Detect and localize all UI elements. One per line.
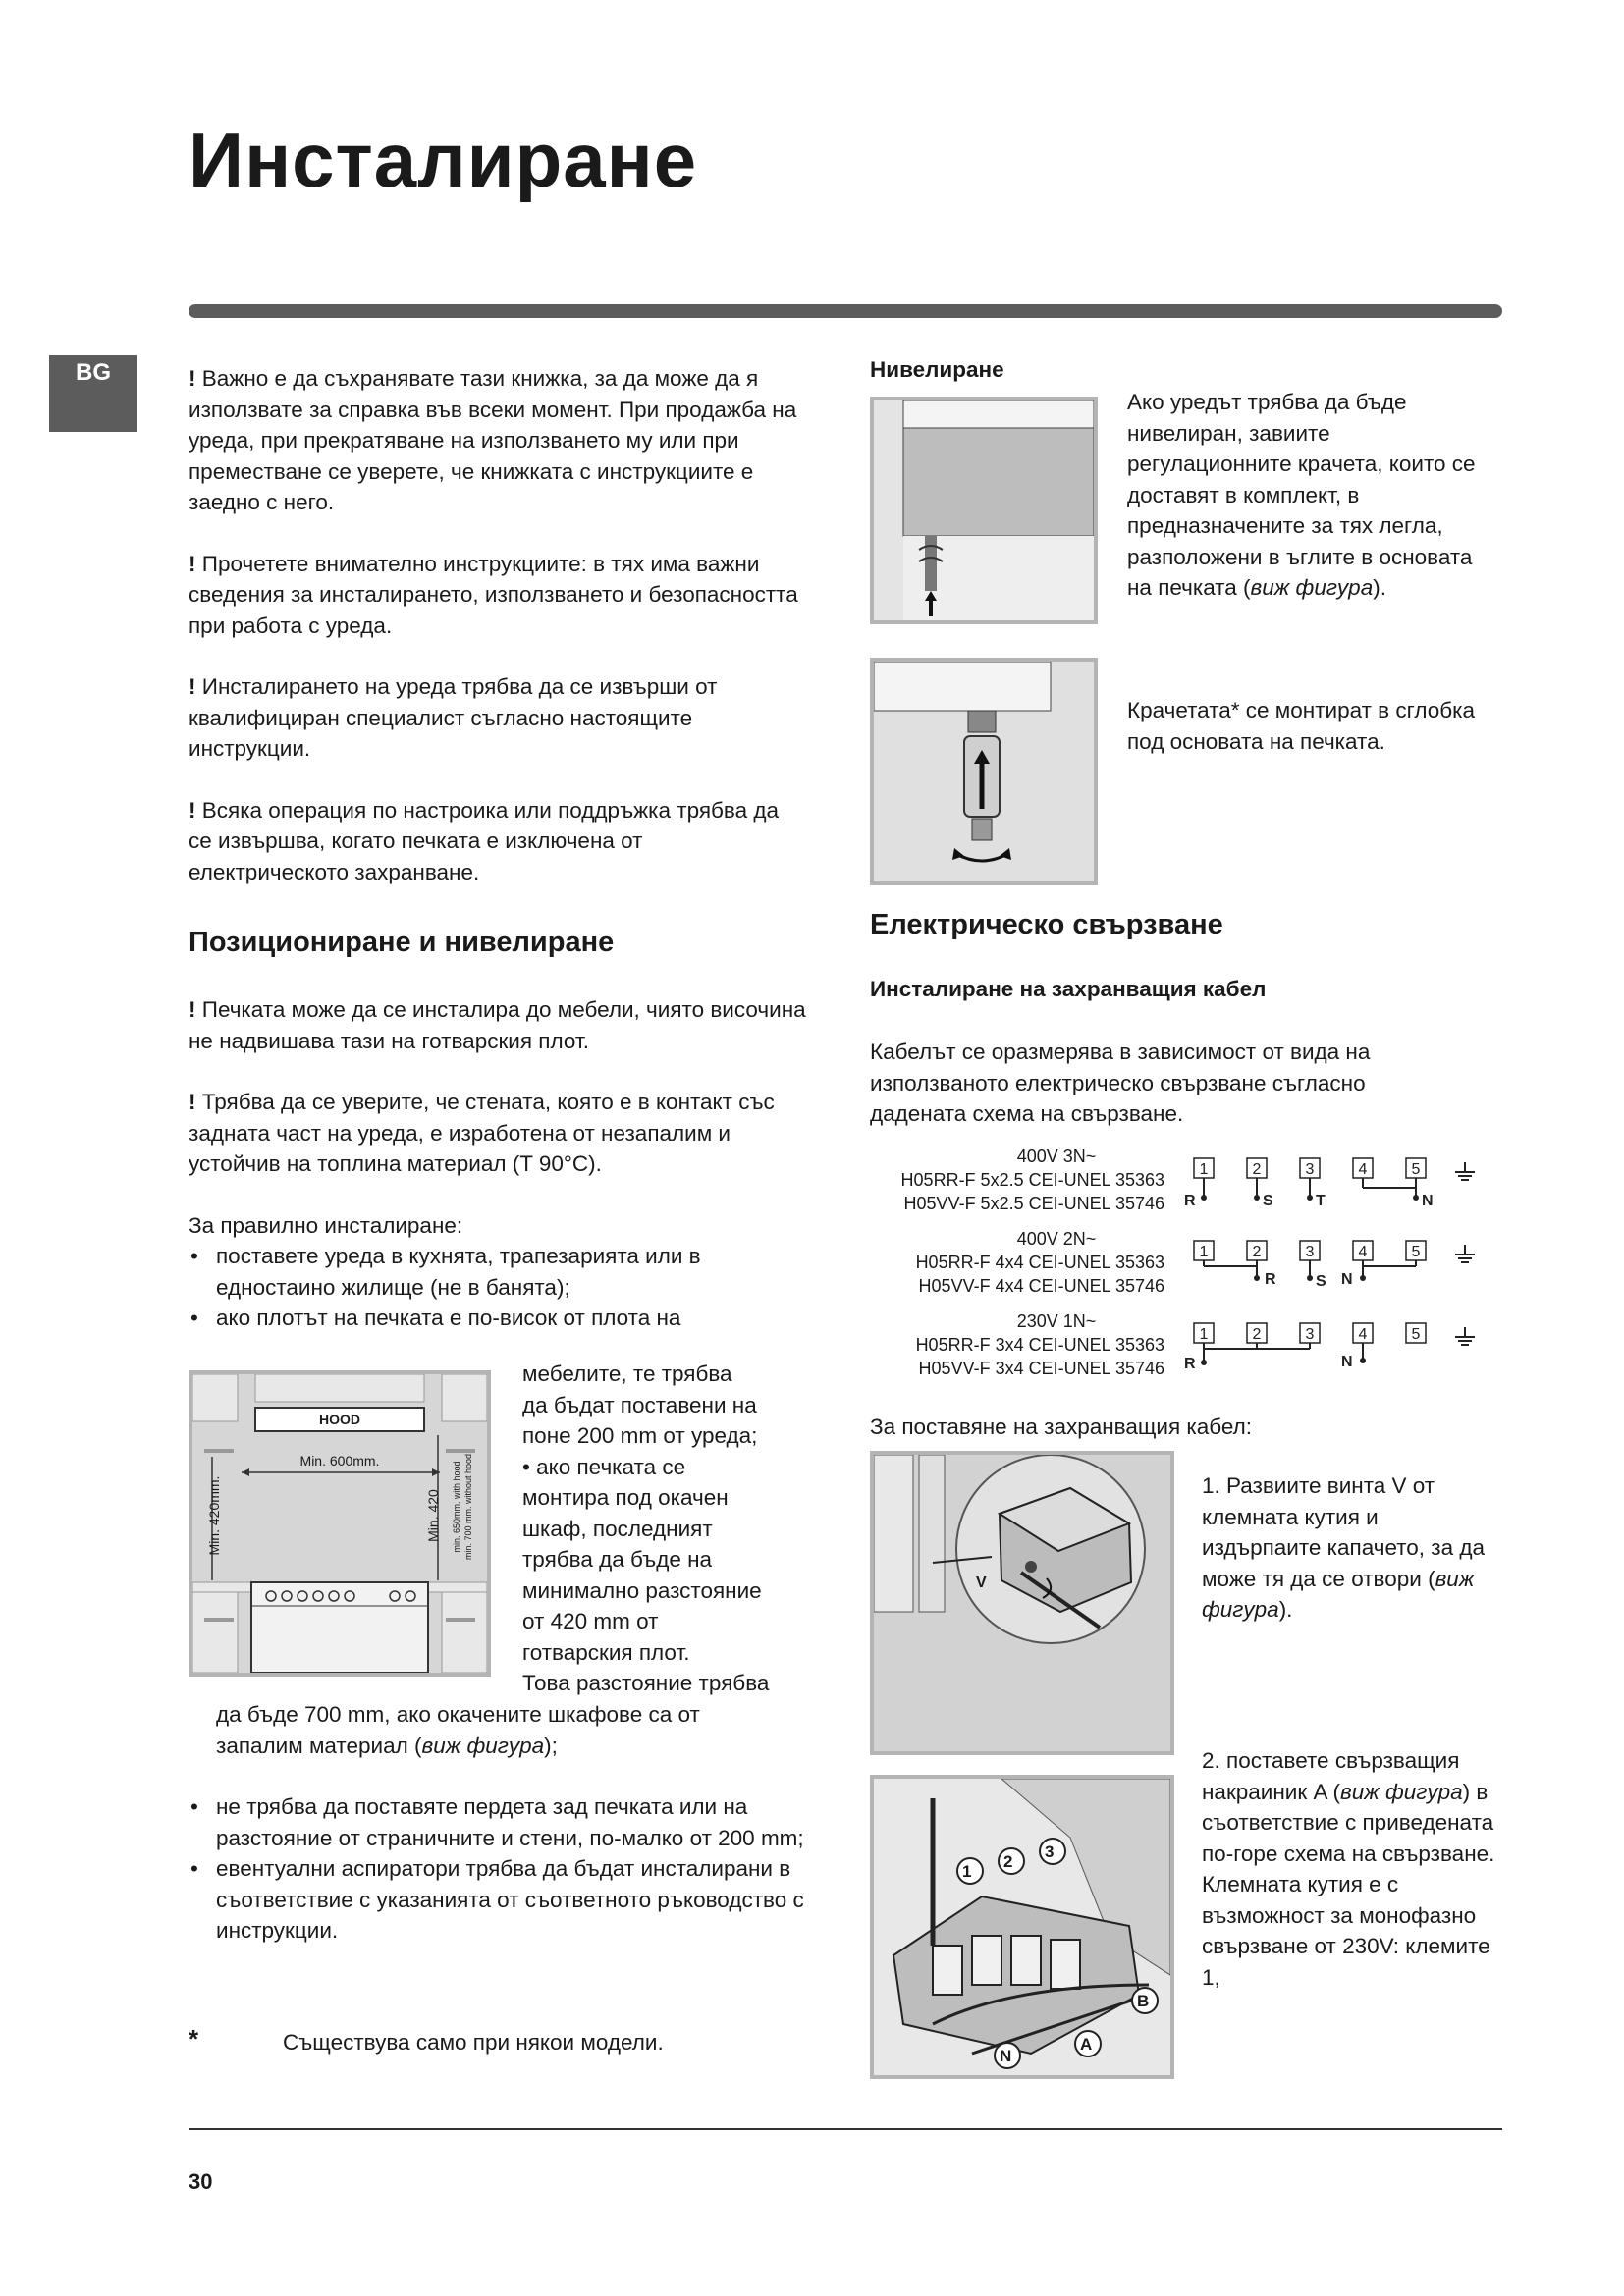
terminal-number: 5 (1411, 1244, 1421, 1260)
step-1-text: 1. Развиите винта V от клемната кутия и издърпаите капачето, за да може тя да се отвори (виж фигура). (1202, 1473, 1486, 1622)
wrap-tail (216, 1699, 825, 1761)
cable-place-label: За поставяне на захранващия кабел: (870, 1415, 1253, 1439)
connector-label-b: B (1137, 1992, 1150, 2010)
footer-rule (189, 2128, 1502, 2130)
min-600-label: Min. 600mm. (299, 1453, 380, 1468)
phase-label: S (1316, 1273, 1326, 1290)
intro-paragraph-3: ! Инсталирането на уреда трябва да се извърши от квалифициран специалист съгласно настоящите инструкции. (189, 674, 718, 761)
wiring-cable: H05VV-F 5x2.5 CEI-UNEL 35746 (903, 1194, 1164, 1213)
hood-label: HOOD (319, 1412, 360, 1427)
page-number: 30 (189, 2169, 213, 2194)
wiring-cable: H05RR-F 5x2.5 CEI-UNEL 35363 (900, 1170, 1164, 1190)
terminal-label-3: 3 (1045, 1842, 1055, 1861)
cable-text: Кабелът се оразмерява в зависимост от вида на използваното електрическо свързване съгласно дадената схема на свързване. (870, 1040, 1371, 1126)
leveling-heading: Нивелиране (870, 357, 1004, 382)
wiring-diagram-1n (1174, 1309, 1508, 1388)
wrap-line: минимално разстояние (522, 1577, 762, 1603)
terminal-connection-figure (870, 1775, 1174, 2079)
foot-drawing (874, 662, 1094, 881)
min-420-label: Min. 420mm. (206, 1475, 222, 1556)
cable-heading: Инсталиране на захранващия кабел (870, 977, 1267, 1001)
wiring-voltage: 400V 2N~ (1016, 1229, 1097, 1249)
intro-paragraph-4: ! Всяка операция по настроика или поддръжка трябва да се извършва, когато печката е изключена от електрическото захранване. (189, 797, 780, 884)
footnote-text: Съществува само при някои модели. (283, 2030, 664, 2055)
terminal-box-figure (870, 1451, 1174, 1755)
leveling-text: Ако уредът трябва да бъде нивелиран, завиите регулационните крачета, които се доставят в комплект, в предназначените за тях легла, разположени в ъглите в основата на печката (виж фигура). (1127, 390, 1476, 600)
intro-paragraph-2: ! Прочетете внимателно инструкциите: в тях има важни сведения за инсталирането, използването и безопасността при работа с уреда. (189, 551, 798, 638)
phase-label: N (1341, 1354, 1353, 1370)
feet-text: Крачетата* се монтират в сглобка под основата на печката. (1127, 698, 1475, 754)
wrap-line: Това разстояние трябва (522, 1671, 770, 1695)
page-title: Инсталиране (189, 117, 698, 203)
wrap-line: шкаф, последният (522, 1516, 713, 1541)
wiring-cable: H05RR-F 3x4 CEI-UNEL 35363 (915, 1335, 1164, 1355)
wiring-row-230v-1n (870, 1309, 1518, 1390)
terminal-box-drawing (874, 1455, 1170, 1751)
wrap-line: • ако печката се (522, 1454, 686, 1479)
header-rule (189, 304, 1502, 318)
terminal-number: 4 (1358, 1326, 1368, 1343)
phase-label: T (1316, 1193, 1326, 1209)
terminal-number: 4 (1358, 1161, 1368, 1178)
wiring-cable: H05VV-F 4x4 CEI-UNEL 35746 (918, 1276, 1164, 1296)
terminal-number: 3 (1305, 1244, 1315, 1260)
neutral-label-n: N (1000, 2047, 1012, 2065)
terminal-number: 2 (1252, 1161, 1262, 1178)
positioning-paragraph-2: ! Трябва да се уверите, че стената, която е в контакт със задната част на уреда, е изработена от незапалим и устойчив на топлина материал (T 90°C). (189, 1090, 775, 1176)
cabinet-clearance-figure (189, 1370, 491, 1677)
wrap-line: готварския плот. (522, 1639, 690, 1665)
wiring-diagram-2n (1174, 1227, 1508, 1306)
wrap-line: поне 200 mm от уреда; (522, 1423, 758, 1448)
phase-label: R (1184, 1193, 1196, 1209)
terminal-number: 1 (1199, 1244, 1209, 1260)
terminal-number: 5 (1411, 1161, 1421, 1178)
terminal-label-2: 2 (1003, 1852, 1013, 1871)
terminal-connection-drawing (874, 1779, 1170, 2075)
min-650-label: min. 650mm. with hood (452, 1461, 461, 1553)
electrical-heading: Електрическо свързване (870, 909, 1223, 940)
wiring-voltage: 400V 3N~ (1016, 1147, 1097, 1166)
wrap-tail-line-2: запалим материал (виж фигура); (216, 1733, 558, 1758)
bullet-kitchen: • поставете уреда в кухнята, трапезарията или в едностаино жилище (не в банята); (189, 1241, 807, 1303)
footnote-mark: * (189, 2024, 199, 2054)
wrap-text (522, 1359, 817, 1699)
wiring-voltage: 230V 1N~ (1016, 1311, 1097, 1331)
correct-install-label: За правилно инсталиране: (189, 1212, 463, 1238)
phase-label: N (1422, 1193, 1434, 1209)
leveling-figure-top (870, 397, 1098, 624)
terminal-label-1: 1 (962, 1862, 972, 1881)
wrap-line: монтира под окачен (522, 1485, 729, 1510)
wiring-cable: H05VV-F 3x4 CEI-UNEL 35746 (918, 1359, 1164, 1378)
terminal-number: 5 (1411, 1326, 1421, 1343)
wiring-row-400v-3n (870, 1145, 1518, 1225)
terminal-number: 1 (1199, 1161, 1209, 1178)
footnote (189, 2024, 807, 2055)
connector-label-a: A (1080, 2035, 1093, 2054)
intro-paragraph-1: ! Важно е да съхранявате тази книжка, за да може да я използвате за справка във всеки момент. При продажба на уреда, при прекратяване на използването му или при преместване се уверете, че книжката с инструкциите е заедно с него. (189, 366, 797, 514)
terminal-number: 2 (1252, 1326, 1262, 1343)
bullets-2 (189, 1791, 807, 1947)
positioning-paragraph-1: ! Печката може да се инсталира до мебели, чиято височина не надвишава тази на готварския плот. (189, 997, 806, 1053)
terminal-number: 1 (1199, 1326, 1209, 1343)
wiring-diagrams (870, 1145, 1518, 1390)
screw-v-label: V (976, 1575, 987, 1591)
wiring-cable: H05RR-F 4x4 CEI-UNEL 35363 (915, 1253, 1164, 1272)
phase-label: R (1184, 1356, 1196, 1372)
min-700-label: min. 700 mm. without hood (463, 1453, 473, 1561)
wrap-line: да бъдат поставени на (522, 1392, 757, 1417)
wrap-line: трябва да бъде на (522, 1547, 713, 1572)
wrap-tail-line-1: да бъде 700 mm, ако окачените шкафове са от (216, 1702, 700, 1727)
leveling-drawing (874, 400, 1094, 620)
leveling-figure-bottom (870, 658, 1098, 885)
bullet-hoods: • евентуални аспиратори трябва да бъдат инсталирани в съответствие с указанията от съответното ръководство с инструкции. (189, 1853, 807, 1947)
phase-label: R (1265, 1271, 1276, 1288)
terminal-number: 3 (1305, 1161, 1315, 1178)
wrap-line: от 420 mm от (522, 1609, 659, 1633)
left-column (189, 363, 807, 1334)
wrap-line: мебелите, те трябва (522, 1362, 732, 1386)
phase-label: N (1341, 1271, 1353, 1288)
min-420-right-label: Min. 420 (425, 1489, 441, 1542)
terminal-number: 3 (1305, 1326, 1315, 1343)
terminal-number: 4 (1358, 1244, 1368, 1260)
wiring-row-400v-2n (870, 1227, 1518, 1308)
terminal-number: 2 (1252, 1244, 1262, 1260)
positioning-heading: Позициониране и нивелиране (189, 927, 615, 958)
wiring-diagram-3n (1174, 1145, 1508, 1223)
language-tab: BG (49, 355, 137, 432)
step-2-text: 2. поставете свързващия накраиник A (виж фигура) в съответствие с приведената по-горе схема на свързване. Клемната кутия е с възможност за монофазно свързване от 230V: клемите 1, (1202, 1748, 1495, 1990)
bullet-curtains: • не трябва да поставяте пердета зад печката или на разстояние от страничните и стени, по-малко от 200 mm; (189, 1791, 807, 1853)
phase-label: S (1263, 1193, 1273, 1209)
bullet-higher-plot: • ако плотът на печката е по-висок от плота на (189, 1303, 807, 1334)
